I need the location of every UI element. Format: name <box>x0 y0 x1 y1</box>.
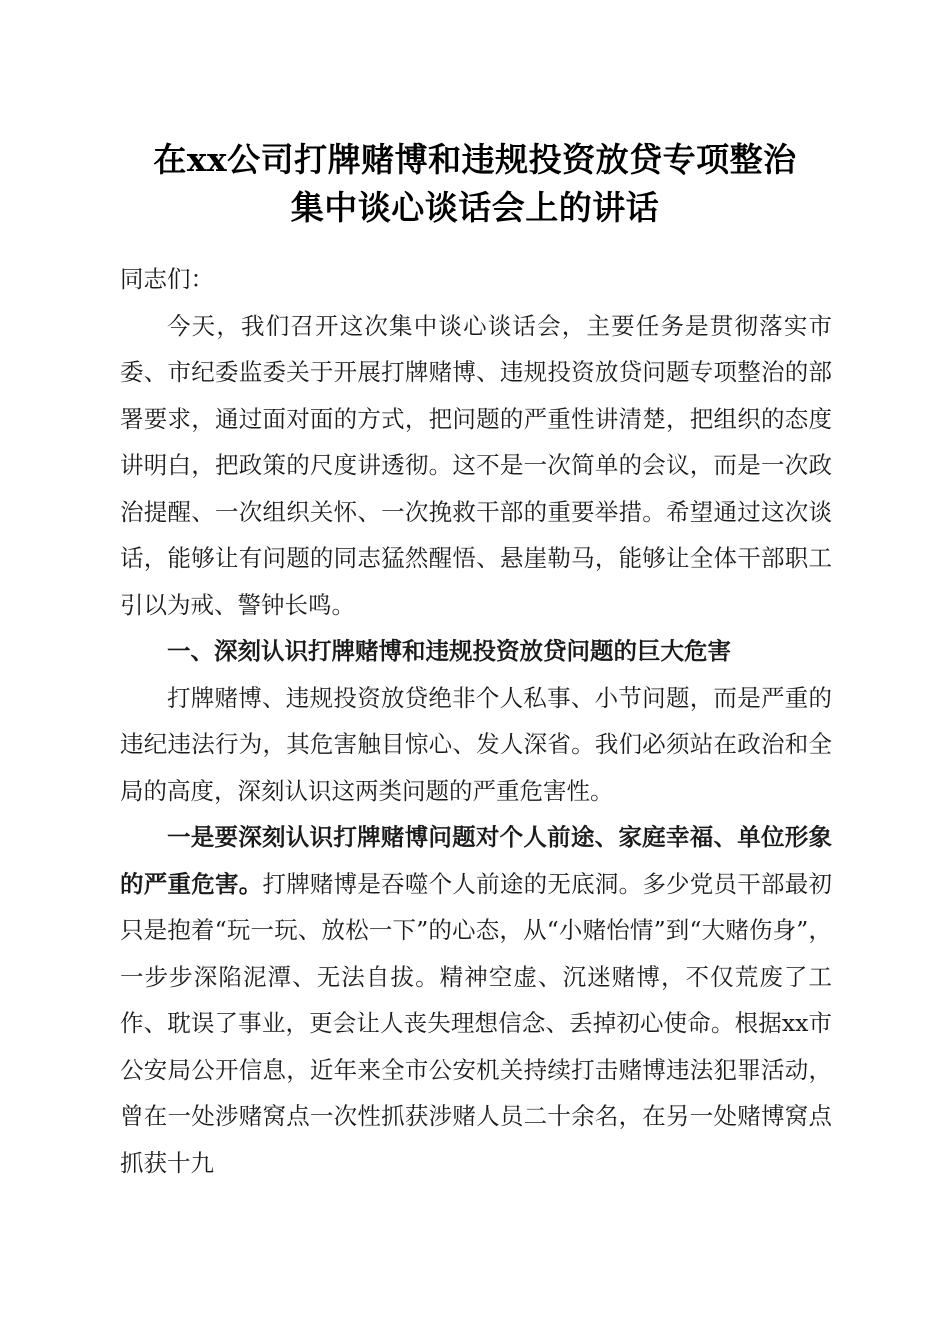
document-title-line-1: 在xx公司打牌赌博和违规投资放贷专项整治 <box>153 140 797 179</box>
salutation: 同志们： <box>120 265 214 293</box>
paragraph-opening: 今天，我们召开这次集中谈心谈话会，主要任务是贯彻落实市委、市纪委监委关于开展打牌赌博、违规投资放贷问题专项整治的部署要求，通过面对面的方式，把问题的严重性讲清楚，把组织的态度讲明白，把政策的尺度讲透彻。这不是一次简单的会议，而是一次政治提醒、一次组织关怀、一次挽救干部的重要举措。希望通过这次谈话，能够让有问题的同志猛然醒悟、悬崖勒马，能够让全体干部职工引以为戒、警钟长鸣。 <box>120 311 832 619</box>
section-heading-1: 一、深刻认识打牌赌博和违规投资放贷问题的巨大危害 <box>167 637 731 665</box>
paragraph-point-1 <box>120 814 832 1186</box>
point-1-lead: 一是要深刻认识打牌赌博问题对个人前途、家庭幸福、单位形象的严重危害。 <box>120 823 832 898</box>
document-body <box>120 256 832 1186</box>
point-1-body: 打牌赌博是吞噬个人前途的无底洞。多少党员干部最初只是抱着“玩一玩、放松一下”的心态，从“小赌怡情”到“大赌伤身”，一步步深陷泥潭、无法自拔。精神空虚、沉迷赌博，不仅荒废了工作、耽误了事业，更会让人丧失理想信念、丢掉初心使命。根据xx市公安局公开信息，近年来全市公安机关持续打击赌博违法犯罪活动，曾在一处涉赌窝点一次性抓获涉赌人员二十余名，在另一处赌博窝点抓获十九 <box>120 869 833 1177</box>
paragraph-section-intro: 打牌赌博、违规投资放贷绝非个人私事、小节问题，而是严重的违纪违法行为，其危害触目惊心、发人深省。我们必须站在政治和全局的高度，深刻认识这两类问题的严重危害性。 <box>120 683 832 805</box>
document-title-line-2: 集中谈心谈话会上的讲话 <box>290 188 660 227</box>
